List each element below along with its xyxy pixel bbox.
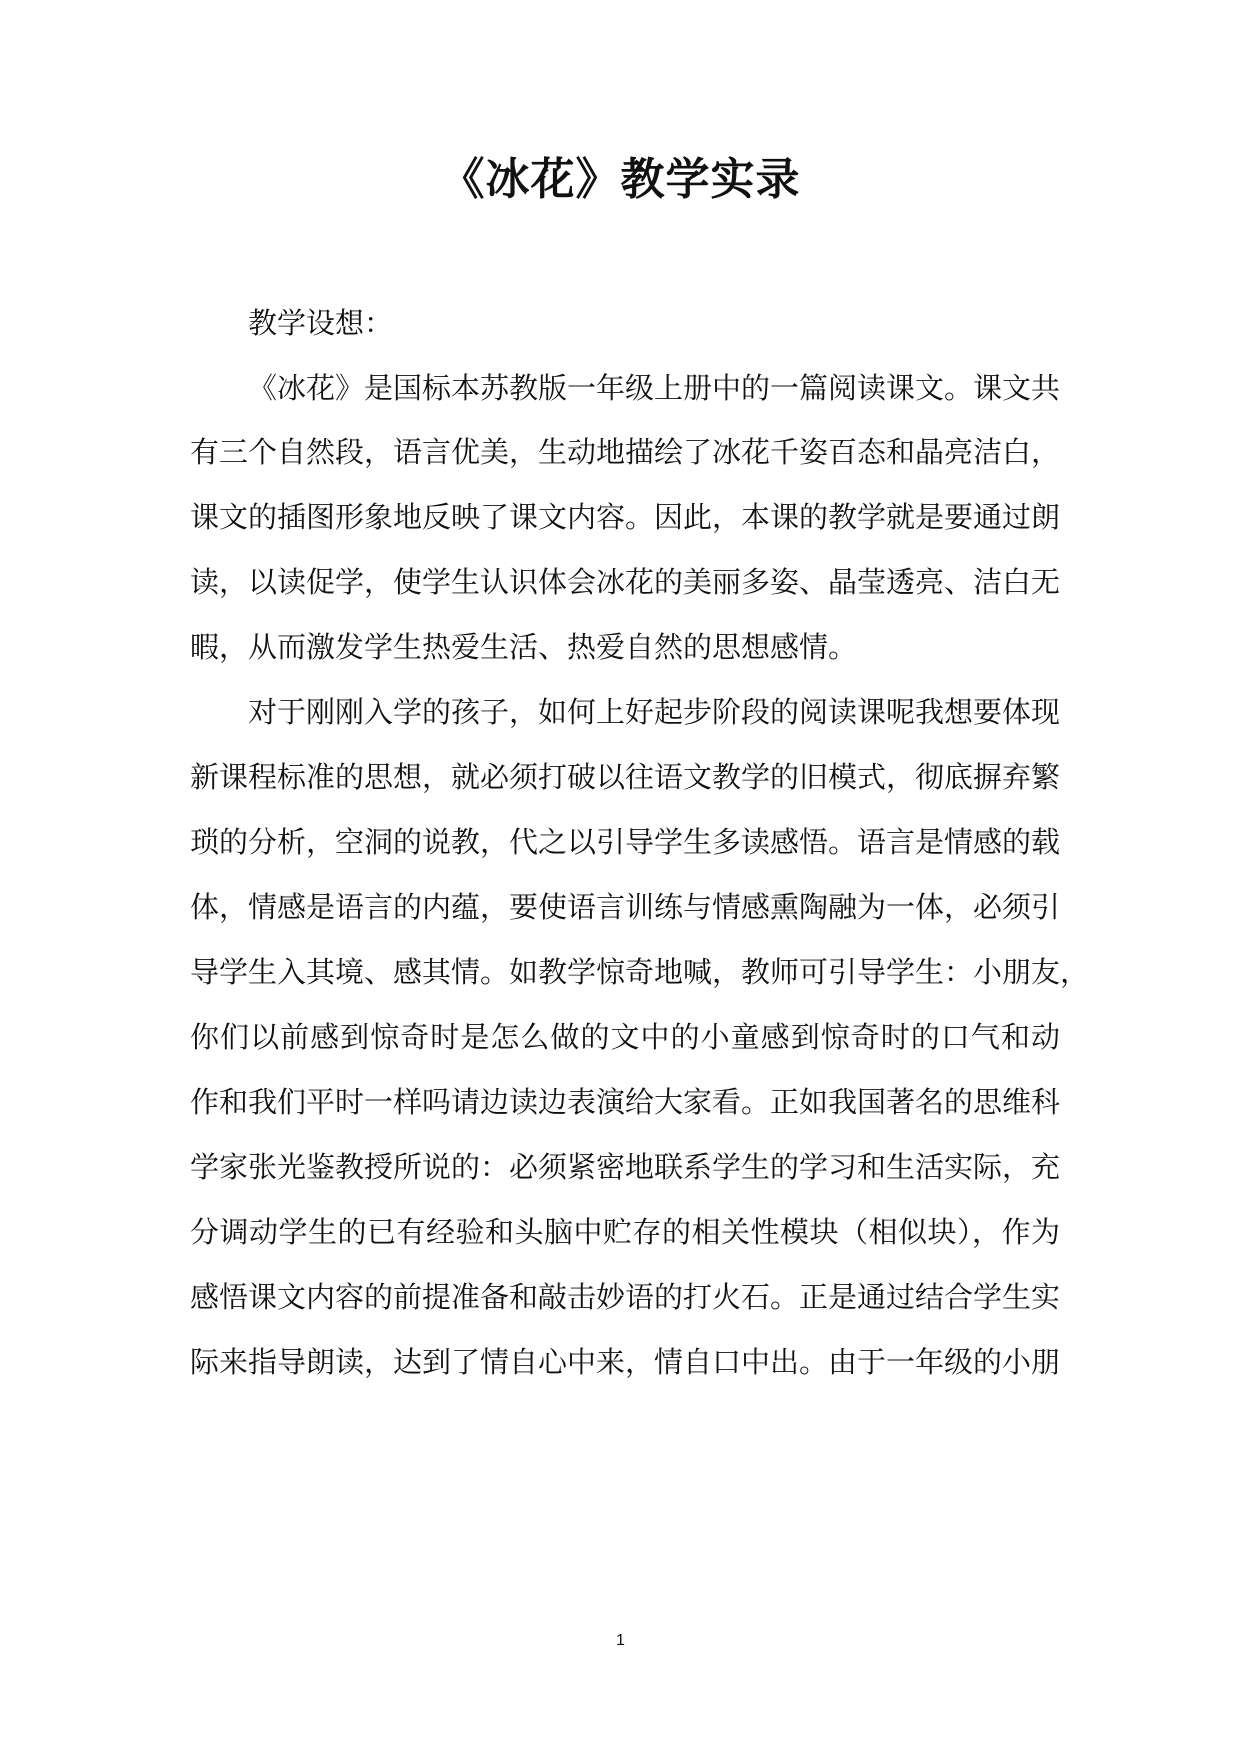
text-line: 体，情感是语言的内蕴，要使语言训练与情感熏陶融为一体，必须引 xyxy=(190,890,1061,924)
text-line: 感悟课文内容的前提准备和敲击妙语的打火石。正是通过结合学生实 xyxy=(190,1280,1061,1314)
text-line: 你们以前感到惊奇时是怎么做的文中的小童感到惊奇时的口气和动 xyxy=(190,1020,1060,1054)
text-line: 作和我们平时一样吗请边读边表演给大家看。正如我国著名的思维科 xyxy=(190,1085,1061,1119)
text-line: 有三个自然段，语言优美，生动地描绘了冰花千姿百态和晶亮洁白， xyxy=(190,435,1061,469)
text-line: 读，以读促学，使学生认识体会冰花的美丽多姿、晶莹透亮、洁白无 xyxy=(190,565,1061,599)
section-heading: 教学设想： xyxy=(248,306,394,340)
text-line: 分调动学生的已有经验和头脑中贮存的相关性模块（相似块），作为 xyxy=(190,1215,1060,1249)
text-line: 导学生入其境、感其情。如教学惊奇地喊，教师可引导学生：小朋友， xyxy=(190,955,1090,989)
text-line: 对于刚刚入学的孩子，如何上好起步阶段的阅读课呢我想要体现 xyxy=(248,695,1061,729)
text-line: 《冰花》是国标本苏教版一年级上册中的一篇阅读课文。课文共 xyxy=(248,371,1061,405)
text-line: 学家张光鉴教授所说的：必须紧密地联系学生的学习和生活实际，充 xyxy=(190,1150,1061,1184)
text-line: 暇，从而激发学生热爱生活、热爱自然的思想感情。 xyxy=(190,630,858,664)
text-line: 际来指导朗读，达到了情自心中来，情自口中出。由于一年级的小朋 xyxy=(190,1345,1061,1379)
text-line: 琐的分析，空洞的说教，代之以引导学生多读感悟。语言是情感的载 xyxy=(190,825,1061,859)
document-title: 《冰花》教学实录 xyxy=(440,154,801,205)
text-line: 新课程标准的思想，就必须打破以往语文教学的旧模式，彻底摒弃繁 xyxy=(190,760,1061,794)
page-number: 1 xyxy=(616,1632,625,1649)
text-line: 课文的插图形象地反映了课文内容。因此，本课的教学就是要通过朗 xyxy=(190,500,1061,534)
